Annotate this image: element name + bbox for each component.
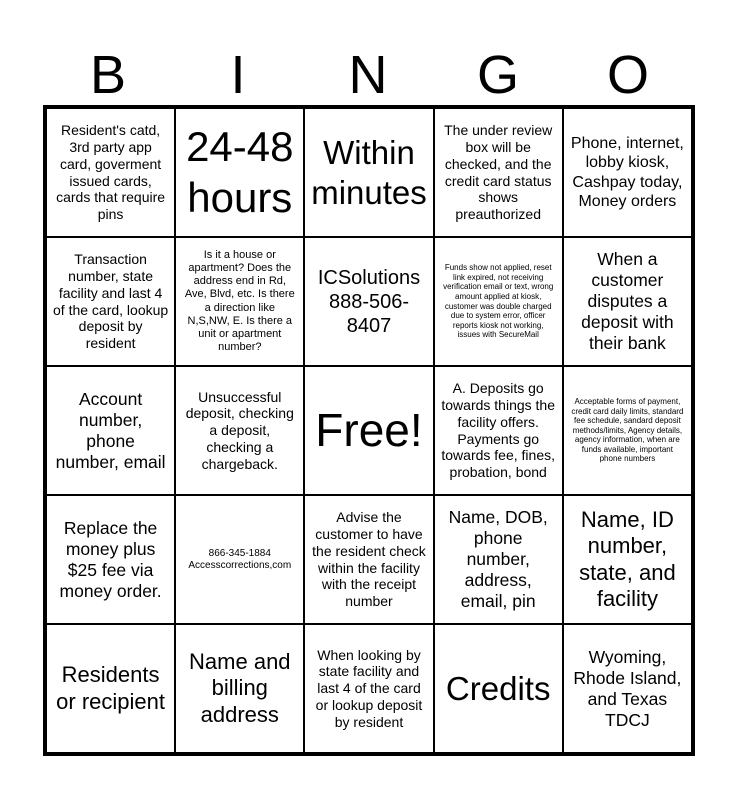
cell-text: Wyoming, Rhode Island, and Texas TDCJ [573,646,682,730]
header-letter-n: N [348,45,388,105]
cell-text: 24-48 hours [186,123,294,221]
header-letter-i: I [230,45,246,105]
header-letter-b: B [89,45,127,105]
cell-text: Name, DOB, phone number, address, email, pin [448,507,548,611]
bingo-cell[interactable] [304,624,433,753]
header-letter-o: O [606,45,649,105]
bingo-cell[interactable] [563,108,692,237]
bingo-cell[interactable] [175,366,304,495]
bingo-cell[interactable] [175,108,304,237]
cell-text: Credits [445,669,551,707]
bingo-cell[interactable] [175,495,304,624]
bingo-cell[interactable] [304,237,433,366]
bingo-cell[interactable] [46,108,175,237]
cell-text: Funds show not applied, reset link expired, not receiving verification email or text, wrong amount applied at kiosk, customer was double charged due to system error, officer reports kiosk not working, issues with SecureMail [443,263,554,340]
bingo-cell[interactable] [46,624,175,753]
cell-text: When looking by state facility and last 4 of the card or lookup deposit by resident [315,646,423,730]
cell-text: Name, ID number, state, and facility [579,506,676,611]
bingo-cell[interactable] [434,495,563,624]
cell-text: Residents or recipient [56,662,166,714]
cell-text: A. Deposits go towards things the facility offers. Payments go towards fee, fines, probation, bond [441,380,555,481]
cell-text: Phone, internet, lobby kiosk, Cashpay today, Money orders [570,135,684,210]
cell-text: The under review box will be checked, and the credit card status shows preauthorized [444,122,553,223]
header-letter-g: G [476,45,519,105]
bingo-cell[interactable] [175,624,304,753]
cell-text: Within minutes [311,133,427,211]
cell-text: Acceptable forms of payment, credit card daily limits, standard fee schedule, sandard deposit methods/limits, Agency details, agency information, when are funds available, important phone numbers [571,396,684,464]
cell-text: Advise the customer to have the resident check within the facility with the receipt number [312,509,426,610]
bingo-cell[interactable] [46,366,175,495]
cell-text: When a customer disputes a deposit with their bank [581,249,674,353]
cell-text: Replace the money plus $25 fee via money order. [59,517,162,601]
bingo-cell[interactable] [563,495,692,624]
cell-text: Unsuccessful deposit, checking a deposit, checking a chargeback. [185,388,294,472]
bingo-cell[interactable] [175,237,304,366]
cell-text: 866-345-1884 Accesscorrections,com [188,547,292,571]
bingo-cell[interactable] [46,237,175,366]
free-space-label: Free! [315,403,423,456]
bingo-cell[interactable] [434,237,563,366]
bingo-grid [43,105,695,756]
bingo-cell[interactable] [563,624,692,753]
bingo-cell[interactable] [304,108,433,237]
cell-text: Resident's catd, 3rd party app card, goverment issued cards, cards that require pins [56,122,166,223]
cell-text: ICSolutions 888-506-8407 [317,266,421,337]
cell-text: Transaction number, state facility and last 4 of the card, lookup deposit by resident [53,251,169,352]
bingo-cell[interactable] [434,366,563,495]
cell-text: Name and billing address [189,648,291,727]
cell-text: Account number, phone number, email [55,388,166,472]
bingo-cell[interactable] [46,495,175,624]
free-space-cell[interactable] [304,366,433,495]
bingo-cell[interactable] [434,108,563,237]
bingo-cell[interactable] [304,495,433,624]
cell-text: Is it a house or apartment? Does the address end in Rd, Ave, Blvd, etc. Is there a direction like N,S,NW, E. Is there a unit or apartment number? [184,248,295,354]
bingo-header [43,45,695,105]
bingo-cell[interactable] [563,366,692,495]
bingo-cell[interactable] [434,624,563,753]
bingo-cell[interactable] [563,237,692,366]
